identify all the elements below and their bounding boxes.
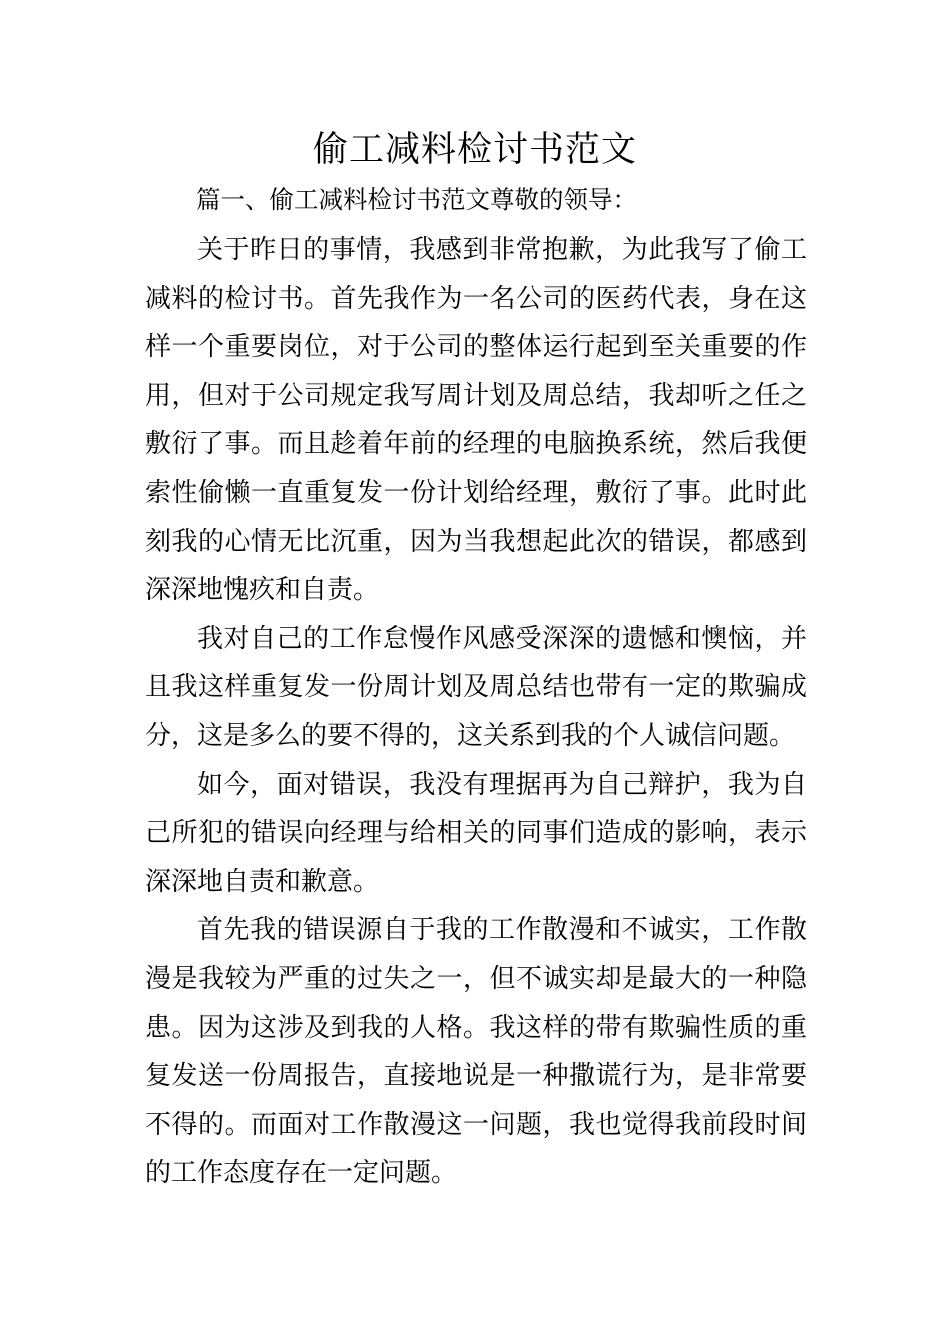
document-title: 偷工减料检讨书范文 <box>312 130 637 170</box>
paragraph-3: 如今，面对错误，我没有理据再为自己辩护，我为自己所犯的错误向经理与给相关的同事们造成的影响，表示深深地自责和歉意。 <box>145 769 807 897</box>
document-subtitle: 篇一、偷工减料检讨书范文尊敬的领导： <box>196 185 637 214</box>
document-body <box>145 226 807 1198</box>
paragraph-1: 关于昨日的事情，我感到非常抱歉，为此我写了偷工减料的检讨书。首先我作为一名公司的医药代表，身在这样一个重要岗位，对于公司的整体运行起到至关重要的作用，但对于公司规定我写周计划及周总结，我却听之任之敷衍了事。而且趁着年前的经理的电脑换系统，然后我便索性偷懒一直重复发一份计划给经理，敷衍了事。此时此刻我的心情无比沉重，因为当我想起此次的错误，都感到深深地愧疚和自责。 <box>145 235 807 606</box>
paragraph-2: 我对自己的工作怠慢作风感受深深的遗憾和懊恼，并且我这样重复发一份周计划及周总结也带有一定的欺骗成分，这是多么的要不得的，这关系到我的个人诚信问题。 <box>145 623 807 751</box>
paragraph-4: 首先我的错误源自于我的工作散漫和不诚实，工作散漫是我较为严重的过失之一，但不诚实却是最大的一种隐患。因为这涉及到我的人格。我这样的带有欺骗性质的重复发送一份周报告，直接地说是一种撒谎行为，是非常要不得的。而面对工作散漫这一问题，我也觉得我前段时间的工作态度存在一定问题。 <box>145 915 807 1189</box>
